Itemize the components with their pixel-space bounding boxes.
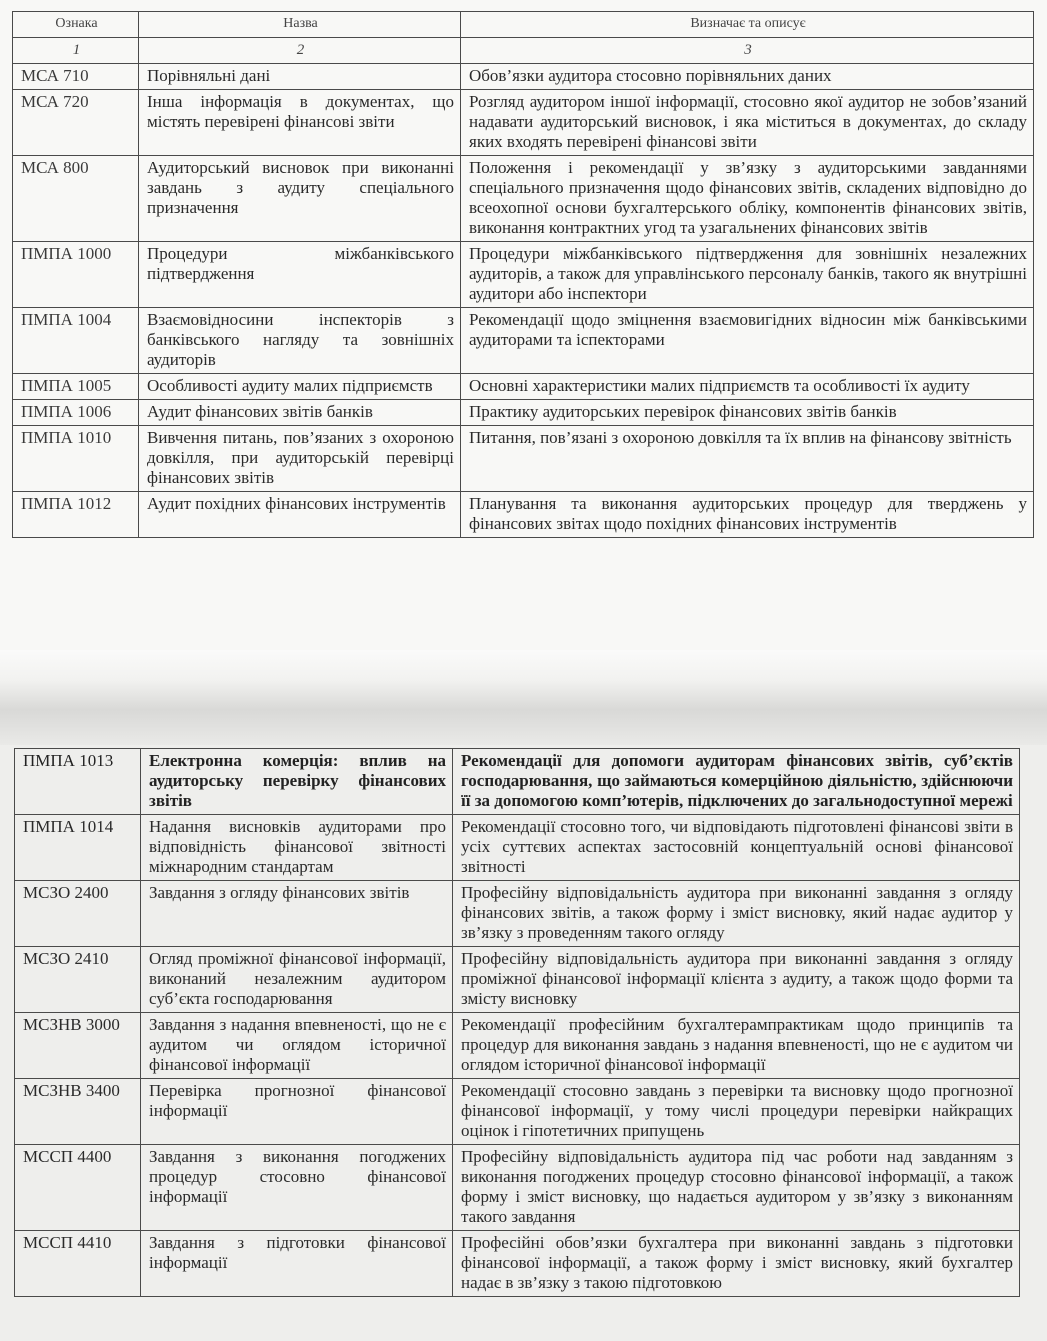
table-row [15,1231,1020,1297]
standard-code: ПМПА 1006 [13,400,139,426]
header-description: Визначає та описує [461,12,1034,38]
table-row [15,1145,1020,1231]
standard-name: Аудит фінансових звітів банків [139,400,461,426]
standard-description: Рекомендації для допомоги аудиторам фінансових звітів, суб’єктів господарювання, що займаються комерційною діяльністю, здійснюючи її за допомогою комп’ютерів, підключених до загальнодоступної мережі [453,749,1020,815]
table-header-row [13,12,1034,38]
standards-table-part-2 [14,748,1020,1297]
standard-description: Основні характеристики малих підприємств та особливості їх аудиту [461,374,1034,400]
standard-description: Професійну відповідальність аудитора при виконанні завдання з огляду фінансових звітів, а також форму і зміст висновку, який надає аудитор у зв’язку з проведенням такого огляду [453,881,1020,947]
standard-code: МСЗО 2410 [15,947,141,1013]
standard-name: Порівняльні дані [139,64,461,90]
table-row [13,374,1034,400]
standard-description: Професійні обов’язки бухгалтера при виконанні завдань з підготовки фінансової інформації, а також форму і зміст висновку, який бухгалтер надає в зв’язку з такою підготовкою [453,1231,1020,1297]
standard-code: МСЗНВ 3000 [15,1013,141,1079]
table-row [15,947,1020,1013]
page-top-section [0,0,1047,650]
standard-name: Завдання з огляду фінансових звітів [141,881,453,947]
header-name: Назва [139,12,461,38]
standards-table-part-1 [12,11,1034,538]
standard-description: Рекомендації стосовно завдань з перевірки та висновку щодо прогнозної фінансової інформації, у тому числі процедури перевірки найкращих оцінок і гіпотетичних припущень [453,1079,1020,1145]
table-row [13,90,1034,156]
table-row [15,1079,1020,1145]
standard-name: Перевірка прогнозної фінансової інформації [141,1079,453,1145]
standard-name: Завдання з виконання погоджених процедур стосовно фінансової інформації [141,1145,453,1231]
standard-description: Практику аудиторських перевірок фінансових звітів банків [461,400,1034,426]
standard-description: Рекомендації професійним бухгалтерампрактикам щодо принципів та процедур для виконання завдань з надання впевненості, що не є аудитом чи оглядом історичної фінансової інформації [453,1013,1020,1079]
standard-name: Аудит похідних фінансових інструментів [139,492,461,538]
standard-name: Процедури міжбанківського підтвердження [139,242,461,308]
standard-code: ПМПА 1013 [15,749,141,815]
standard-name: Інша інформація в документах, що містять перевірені фінансові звіти [139,90,461,156]
table-row [13,426,1034,492]
table-row [13,492,1034,538]
standard-name: Вивчення питань, пов’язаних з охороною довкілля, при аудиторській перевірці фінансових звітів [139,426,461,492]
table-row [15,881,1020,947]
standard-code: МССП 4400 [15,1145,141,1231]
column-number-2: 2 [139,38,461,64]
standard-name: Аудиторський висновок при виконанні завдань з аудиту спеціального призначення [139,156,461,242]
standard-code: МСЗНВ 3400 [15,1079,141,1145]
standard-code: ПМПА 1014 [15,815,141,881]
standard-description: Обов’язки аудитора стосовно порівняльних даних [461,64,1034,90]
standard-description: Розгляд аудитором іншої інформації, стосовно якої аудитор не зобов’язаний надавати аудиторський висновок, і яка міститься в документах, до складу яких входять перевірені фінансові звіти [461,90,1034,156]
standard-code: ПМПА 1004 [13,308,139,374]
standard-code: ПМПА 1000 [13,242,139,308]
standard-code: МСА 800 [13,156,139,242]
table-row [13,156,1034,242]
standard-name: Надання висновків аудиторами про відповідність фінансової звітності міжнародним стандартам [141,815,453,881]
standard-description: Професійну відповідальність аудитора при виконанні завдання з огляду проміжної фінансової інформації клієнта з аудиту, а також щодо форми та змісту висновку [453,947,1020,1013]
standard-name: Особливості аудиту малих підприємств [139,374,461,400]
table-row [13,242,1034,308]
standard-code: МСА 720 [13,90,139,156]
column-number-row [13,38,1034,64]
table-row [15,815,1020,881]
standard-description: Положення і рекомендації у зв’язку з аудиторськими завданнями спеціального призначення щодо фінансових звітів, складених відповідно до всеохопної основи бухгалтерського обліку, компонентів фінансових звітів, виконання контрактних угод та узагальнених фінансових звітів [461,156,1034,242]
column-number-1: 1 [13,38,139,64]
standard-code: МСЗО 2400 [15,881,141,947]
page-bottom-section [0,745,1047,1341]
standard-code: МССП 4410 [15,1231,141,1297]
standard-description: Професійну відповідальність аудитора під час роботи над завданням з виконання погоджених процедур стосовно фінансової інформації, а також форму і зміст висновку, що надається аудитором у зв’язку з виконанням такого завдання [453,1145,1020,1231]
standard-description: Рекомендації стосовно того, чи відповідають підготовлені фінансові звіти в усіх суттєвих аспектах застосовній концептуальній основі фінансової звітності [453,815,1020,881]
header-code: Ознака [13,12,139,38]
standard-description: Питання, пов’язані з охороною довкілля та їх вплив на фінансову звітність [461,426,1034,492]
table-row [15,1013,1020,1079]
standard-code: ПМПА 1010 [13,426,139,492]
standard-code: ПМПА 1012 [13,492,139,538]
standard-description: Рекомендації щодо зміцнення взаємовигідних відносин між банківськими аудиторами та іспекторами [461,308,1034,374]
column-number-3: 3 [461,38,1034,64]
standard-code: МСА 710 [13,64,139,90]
standard-name: Завдання з підготовки фінансової інформації [141,1231,453,1297]
table-row [13,400,1034,426]
standard-name: Завдання з надання впевненості, що не є аудитом чи оглядом історичної фінансової інформації [141,1013,453,1079]
standard-name: Взаємовідносини інспекторів з банківського нагляду та зовнішніх аудиторів [139,308,461,374]
table-row [13,308,1034,374]
standard-name: Огляд проміжної фінансової інформації, виконаний незалежним аудитором суб’єкта господарювання [141,947,453,1013]
standard-name: Електронна комерція: вплив на аудиторську перевірку фінансових звітів [141,749,453,815]
standard-description: Процедури міжбанківського підтвердження для зовнішніх незалежних аудиторів, а також для управлінського персоналу банків, такого як внутрішні аудитори або інспектори [461,242,1034,308]
page-break-shadow [0,650,1047,750]
standard-code: ПМПА 1005 [13,374,139,400]
table-row [15,749,1020,815]
standard-description: Планування та виконання аудиторських процедур для тверджень у фінансових звітах щодо похідних фінансових інструментів [461,492,1034,538]
table-row [13,64,1034,90]
